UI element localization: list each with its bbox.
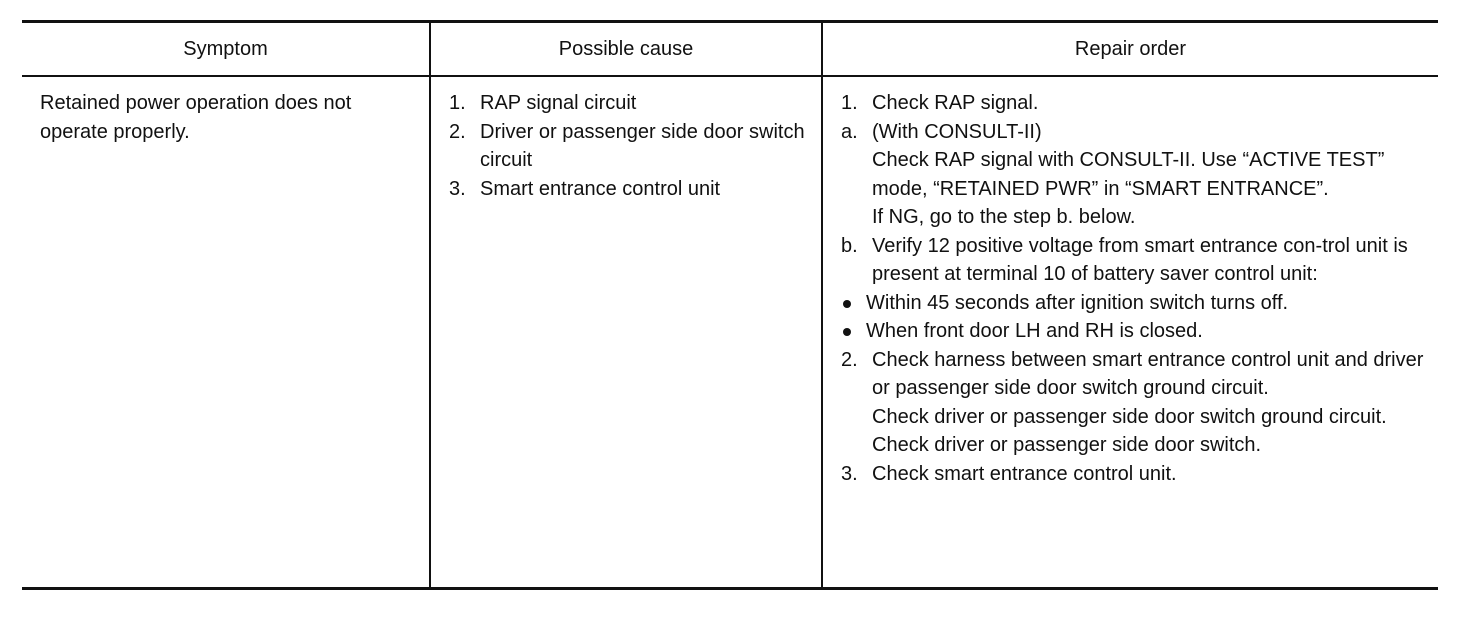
cause-item bbox=[449, 175, 813, 204]
repair-step-1b bbox=[841, 232, 1430, 289]
step-letter: a. bbox=[841, 120, 858, 143]
step-2-check-ground: Check driver or passenger side door switch ground circuit. bbox=[872, 405, 1387, 428]
cause-number: 2. bbox=[449, 120, 466, 143]
step-text: Check smart entrance control unit. bbox=[872, 462, 1177, 485]
repair-step-2 bbox=[841, 346, 1430, 403]
header-possible-cause: Possible cause bbox=[430, 22, 822, 77]
repair-step-1a bbox=[841, 118, 1430, 147]
cause-text: Driver or passenger side door switch circuit bbox=[480, 120, 805, 171]
step-letter: b. bbox=[841, 234, 858, 257]
bullet-text: When front door LH and RH is closed. bbox=[866, 320, 1203, 342]
bullet-text: Within 45 seconds after ignition switch turns off. bbox=[866, 291, 1289, 314]
step-text: Check RAP signal. bbox=[872, 92, 1039, 114]
cause-item bbox=[449, 118, 813, 175]
condition-bullet bbox=[841, 289, 1430, 318]
condition-bullet bbox=[841, 317, 1430, 346]
header-symptom: Symptom bbox=[22, 22, 430, 77]
repair-cell bbox=[822, 76, 1438, 588]
cause-number: 3. bbox=[449, 177, 466, 200]
step-2-check-switch: Check driver or passenger side door switch. bbox=[872, 434, 1262, 456]
step-number: 1. bbox=[841, 92, 858, 114]
bullet-dot-icon bbox=[843, 328, 851, 336]
step-number: 2. bbox=[841, 348, 858, 371]
cause-number: 1. bbox=[449, 92, 466, 114]
step-1a-detail: Check RAP signal with CONSULT-II. Use “ACTIVE TEST” mode, “RETAINED PWR” in “SMART ENTRANCE”. bbox=[872, 149, 1385, 200]
step-text: Check harness between smart entrance control unit and driver or passenger side door switch ground circuit. bbox=[872, 348, 1424, 399]
bullet-dot-icon bbox=[843, 300, 851, 308]
cause-cell bbox=[430, 76, 822, 588]
cause-text: RAP signal circuit bbox=[480, 92, 637, 114]
step-text: (With CONSULT-II) bbox=[872, 120, 1042, 143]
symptom-table bbox=[22, 20, 1438, 590]
table-row bbox=[22, 76, 1438, 588]
header-repair-order: Repair order bbox=[822, 22, 1438, 77]
repair-step-3 bbox=[841, 460, 1430, 489]
cause-item bbox=[449, 89, 813, 118]
symptom-text: Retained power operation does not operate properly. bbox=[40, 92, 352, 143]
repair-step-1 bbox=[841, 89, 1430, 118]
step-text: Verify 12 positive voltage from smart entrance con-trol unit is present at terminal 10 of battery saver control unit: bbox=[872, 234, 1408, 285]
symptom-cell bbox=[22, 76, 430, 588]
step-1a-ng-note: If NG, go to the step b. below. bbox=[872, 206, 1136, 228]
cause-text: Smart entrance control unit bbox=[480, 177, 721, 200]
header-row bbox=[22, 22, 1438, 77]
step-number: 3. bbox=[841, 462, 858, 485]
